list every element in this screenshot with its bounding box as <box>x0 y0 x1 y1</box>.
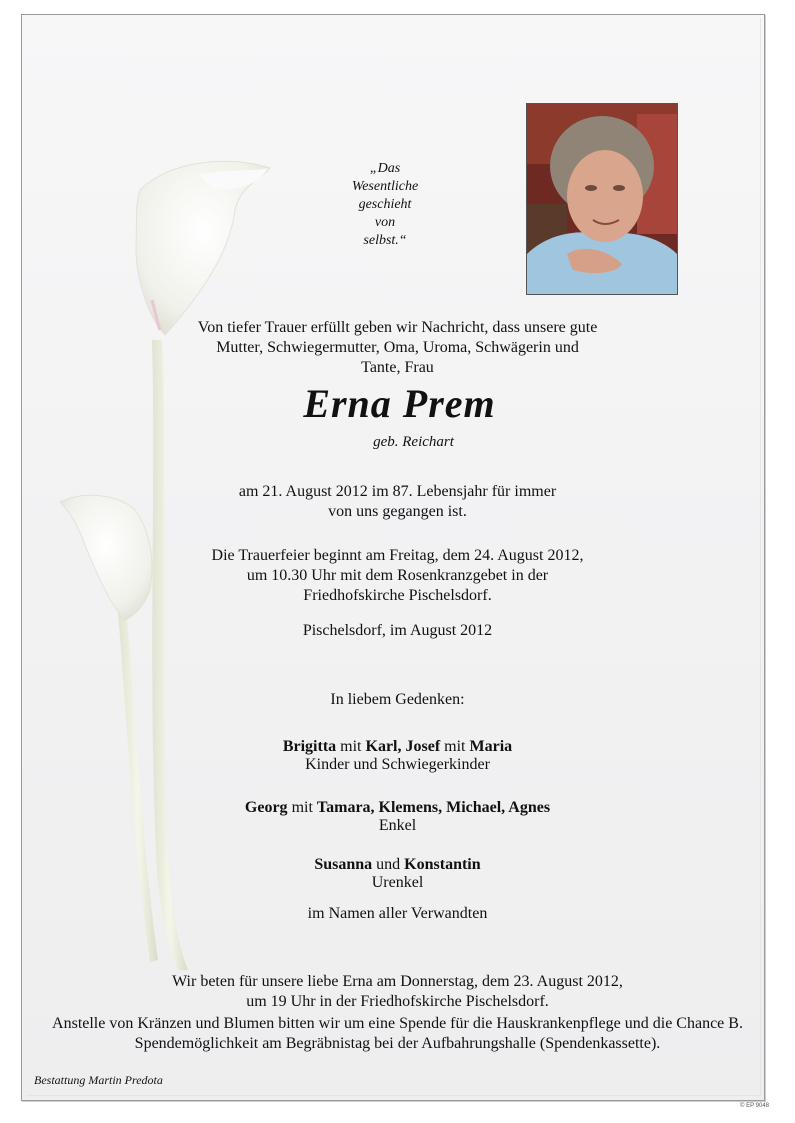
donation-info <box>0 1014 795 1054</box>
mourner-names <box>0 738 795 756</box>
donation-line: Spendemöglichkeit am Begräbnistag bei der Aufbahrungshalle (Spendenkassette). <box>134 1035 661 1052</box>
intro-line: Mutter, Schwiegermutter, Oma, Uroma, Schwägerin und <box>216 339 579 356</box>
death-line: am 21. August 2012 im 87. Lebensjahr für immer <box>238 483 557 500</box>
mourner-names <box>0 799 795 817</box>
donation-line: Anstelle von Kränzen und Blumen bitten wir um eine Spende für die Hauskrankenpflege und die Chance B. <box>52 1015 743 1032</box>
quote-line: Wesentliche <box>351 179 419 194</box>
mourner-name: Maria <box>469 738 513 755</box>
intro-text <box>0 318 795 378</box>
mourner-role: Urenkel <box>371 874 424 891</box>
mourner-names <box>0 856 795 874</box>
death-line: von uns gegangen ist. <box>328 503 467 520</box>
intro-line: Von tiefer Trauer erfüllt geben wir Nachricht, dass unsere gute <box>197 319 598 336</box>
mourners-group <box>0 799 795 835</box>
portrait-photo <box>526 103 678 295</box>
prayer-line: um 19 Uhr in der Friedhofskirche Pischelsdorf. <box>246 993 549 1010</box>
copyright-mark: © EP 9048 <box>740 1103 769 1109</box>
mourners-group <box>0 856 795 892</box>
funeral-line: Friedhofskirche Pischelsdorf. <box>303 587 492 604</box>
funeral-line: Die Trauerfeier beginnt am Freitag, dem 24. August 2012, <box>211 547 584 564</box>
connector: und <box>372 856 405 873</box>
mourner-name: Karl, Josef <box>365 738 441 755</box>
all-relatives: im Namen aller Verwandten <box>307 905 488 922</box>
funeral-home: Bestattung Martin Predota <box>34 1073 163 1087</box>
mourner-name: Susanna <box>314 856 373 873</box>
place-date: Pischelsdorf, im August 2012 <box>302 622 493 639</box>
connector: mit <box>287 799 317 816</box>
connector: mit <box>336 738 366 755</box>
mourner-role: Kinder und Schwiegerkinder <box>305 756 490 773</box>
deceased-name: Erna Prem <box>303 381 496 426</box>
intro-line: Tante, Frau <box>361 359 434 376</box>
birth-name: geb. Reichart <box>373 434 454 450</box>
quote-line: selbst.“ <box>363 233 407 248</box>
death-notice <box>0 482 795 522</box>
quote-line: von <box>374 215 396 230</box>
funeral-line: um 10.30 Uhr mit dem Rosenkranzgebet in der <box>246 567 549 584</box>
quote-line: „Das <box>369 161 401 176</box>
mourners-group <box>0 738 795 774</box>
memory-heading: In liebem Gedenken: <box>330 691 465 708</box>
mourner-role: Enkel <box>378 817 417 834</box>
mourner-name: Tamara, Klemens, Michael, Agnes <box>316 799 551 816</box>
prayer-info <box>0 972 795 1012</box>
mourner-name: Brigitta <box>282 738 337 755</box>
quote-line: geschieht <box>358 197 412 212</box>
mourner-name: Georg <box>244 799 288 816</box>
mourner-name: Konstantin <box>404 856 481 873</box>
connector: mit <box>440 738 470 755</box>
funeral-info <box>0 546 795 606</box>
quote <box>330 160 440 250</box>
prayer-line: Wir beten für unsere liebe Erna am Donnerstag, dem 23. August 2012, <box>172 973 623 990</box>
